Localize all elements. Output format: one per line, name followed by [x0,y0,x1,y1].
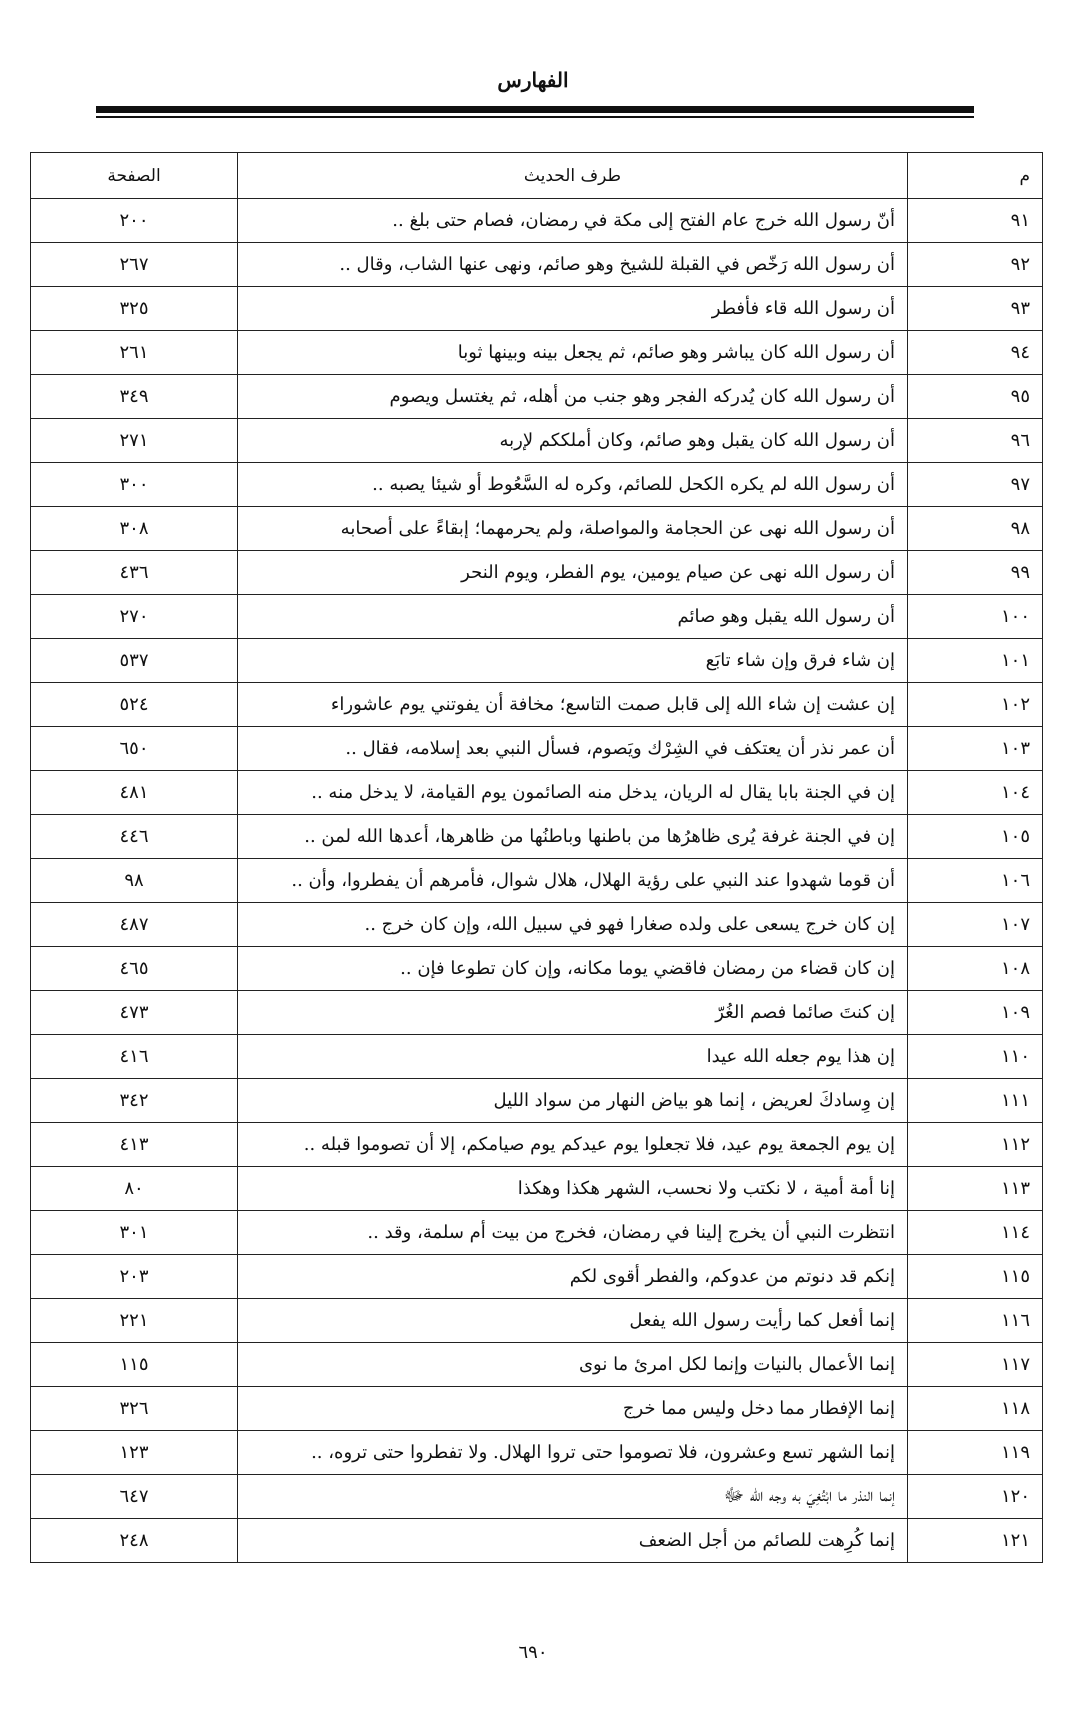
row-number: ٩٤ [908,331,1043,375]
row-number: ١١١ [908,1079,1043,1123]
hadith-text: إنما النذر ما ابْتُغِيَ به وجه الله ﷻ [238,1475,908,1519]
table-row [31,199,1043,243]
hadith-text: أن رسول الله لم يكره الكحل للصائم، وكره له السَّعُوط أو شيئا يصبه .. [238,463,908,507]
table-row [31,815,1043,859]
hadith-text: أن رسول الله نهى عن صيام يومين، يوم الفطر، ويوم النحر [238,551,908,595]
row-number: ١١٧ [908,1343,1043,1387]
page-ref: ٢٠٠ [31,199,238,243]
table-row [31,1431,1043,1475]
table-row [31,419,1043,463]
table-row [31,683,1043,727]
header-hadith: طرف الحديث [238,153,908,199]
page-ref: ٣٤٩ [31,375,238,419]
table-row [31,1167,1043,1211]
table-row [31,243,1043,287]
page-ref: ٢٤٨ [31,1519,238,1563]
row-number: ٩٣ [908,287,1043,331]
table-row [31,1475,1043,1519]
header-rule-thick [96,106,974,113]
hadith-text: أن رسول الله كان يباشر وهو صائم، ثم يجعل بينه وبينها ثوبا [238,331,908,375]
row-number: ٩٧ [908,463,1043,507]
hadith-text: إن عشت إن شاء الله إلى قابل صمت التاسع؛ مخافة أن يفوتني يوم عاشوراء [238,683,908,727]
page-ref: ٨٠ [31,1167,238,1211]
hadith-text: أن قوما شهدوا عند النبي على رؤية الهلال، هلال شوال، فأمرهم أن يفطروا، وأن .. [238,859,908,903]
row-number: ٩٩ [908,551,1043,595]
page-ref: ٤٤٦ [31,815,238,859]
hadith-text: أنّ رسول الله خرج عام الفتح إلى مكة في رمضان، فصام حتى بلغ .. [238,199,908,243]
page-ref: ٤٨٧ [31,903,238,947]
page-ref: ٤٣٦ [31,551,238,595]
header-page: الصفحة [31,153,238,199]
hadith-text: إنكم قد دنوتم من عدوكم، والفطر أقوى لكم [238,1255,908,1299]
table-row [31,771,1043,815]
page-ref: ٢٧٠ [31,595,238,639]
table-row [31,859,1043,903]
page-ref: ٤٨١ [31,771,238,815]
hadith-text: إنا أمة أمية ، لا نكتب ولا نحسب، الشهر هكذا وهكذا [238,1167,908,1211]
hadith-text: أن عمر نذر أن يعتكف في الشِرْك ويَصوم، فسأل النبي بعد إسلامه، فقال .. [238,727,908,771]
table-row [31,507,1043,551]
page-ref: ٤٦٥ [31,947,238,991]
hadith-text: إن في الجنة غرفة يُرى ظاهرُها من باطنها وباطنُها من ظاهرها، أعدها الله لمن .. [238,815,908,859]
hadith-text: إن هذا يوم جعله الله عيدا [238,1035,908,1079]
table-row [31,1387,1043,1431]
table-row [31,463,1043,507]
page-ref: ٣٢٦ [31,1387,238,1431]
table-row [31,639,1043,683]
row-number: ١٠٥ [908,815,1043,859]
row-number: ١٠٢ [908,683,1043,727]
table-row [31,1035,1043,1079]
hadith-text: إن كنتَ صائما فصم الغُرّ [238,991,908,1035]
hadith-text: أن رسول الله قاء فأفطر [238,287,908,331]
row-number: ٩٢ [908,243,1043,287]
row-number: ١١٦ [908,1299,1043,1343]
hadith-text: إن وِسادكَ لعريض ، إنما هو بياض النهار من سواد الليل [238,1079,908,1123]
table-row [31,331,1043,375]
row-number: ١١٣ [908,1167,1043,1211]
row-number: ٩٥ [908,375,1043,419]
page-ref: ٦٤٧ [31,1475,238,1519]
table-row [31,1299,1043,1343]
page-ref: ٣٠١ [31,1211,238,1255]
page-ref: ٤١٣ [31,1123,238,1167]
page-ref: ٤١٦ [31,1035,238,1079]
row-number: ١٠٠ [908,595,1043,639]
row-number: ٩٨ [908,507,1043,551]
table-row [31,287,1043,331]
table-row [31,947,1043,991]
row-number: ١٠٩ [908,991,1043,1035]
page-ref: ٩٨ [31,859,238,903]
header-rule-thin [96,116,974,118]
table-row [31,1519,1043,1563]
table-row [31,1079,1043,1123]
table-row [31,1343,1043,1387]
running-title: الفهارس [497,68,569,92]
page-ref: ١٢٣ [31,1431,238,1475]
hadith-index-table [30,152,1043,1563]
hadith-text: إن كان قضاء من رمضان فاقضي يوما مكانه، وإن كان تطوعا فإن .. [238,947,908,991]
row-number: ١٠٦ [908,859,1043,903]
table-row [31,1255,1043,1299]
row-number: ١١٩ [908,1431,1043,1475]
hadith-text: أن رسول الله رَخّص في القبلة للشيخ وهو صائم، ونهى عنها الشاب، وقال .. [238,243,908,287]
row-number: ٩٦ [908,419,1043,463]
hadith-text: أن رسول الله يقبل وهو صائم [238,595,908,639]
row-number: ١١٨ [908,1387,1043,1431]
page-ref: ٢٠٣ [31,1255,238,1299]
page-ref: ٤٧٣ [31,991,238,1035]
hadith-text: إن في الجنة بابا يقال له الريان، يدخل منه الصائمون يوم القيامة، لا يدخل منه .. [238,771,908,815]
row-number: ١١٠ [908,1035,1043,1079]
row-number: ١٠٣ [908,727,1043,771]
table-row [31,903,1043,947]
page-ref: ٢٢١ [31,1299,238,1343]
page-ref: ٣٤٢ [31,1079,238,1123]
hadith-text: إنما أفعل كما رأيت رسول الله يفعل [238,1299,908,1343]
page-ref: ١١٥ [31,1343,238,1387]
table-row [31,991,1043,1035]
hadith-text: إن يوم الجمعة يوم عيد، فلا تجعلوا يوم عيدكم يوم صيامكم، إلا أن تصوموا قبله .. [238,1123,908,1167]
page-ref: ٢٦٧ [31,243,238,287]
hadith-text: أن رسول الله نهى عن الحجامة والمواصلة، ولم يحرمهما؛ إبقاءً على أصحابه [238,507,908,551]
row-number: ١٠١ [908,639,1043,683]
row-number: ١٢١ [908,1519,1043,1563]
table-row [31,727,1043,771]
table-header-row [31,153,1043,199]
row-number: ١٢٠ [908,1475,1043,1519]
page-ref: ٣٠٨ [31,507,238,551]
table-row [31,595,1043,639]
row-number: ١٠٤ [908,771,1043,815]
row-number: ٩١ [908,199,1043,243]
table-row [31,551,1043,595]
hadith-text: إنما الإفطار مما دخل وليس مما خرج [238,1387,908,1431]
table-row [31,1123,1043,1167]
page-ref: ٦٥٠ [31,727,238,771]
hadith-text: إنما الشهر تسع وعشرون، فلا تصوموا حتى تروا الهلال. ولا تفطروا حتى تروه، .. [238,1431,908,1475]
hadith-text: انتظرت النبي أن يخرج إلينا في رمضان، فخرج من بيت أم سلمة، وقد .. [238,1211,908,1255]
hadith-text: إن كان خرج يسعى على ولده صغارا فهو في سبيل الله، وإن كان خرج .. [238,903,908,947]
header-number: م [908,153,1043,199]
hadith-text: إن شاء فرق وإن شاء تابَع [238,639,908,683]
page-ref: ٥٢٤ [31,683,238,727]
row-number: ١١٢ [908,1123,1043,1167]
page-ref: ٢٦١ [31,331,238,375]
row-number: ١٠٨ [908,947,1043,991]
table-row [31,1211,1043,1255]
page-ref: ٥٣٧ [31,639,238,683]
page-ref: ٣٠٠ [31,463,238,507]
hadith-text: أن رسول الله كان يُدركه الفجر وهو جنب من أهله، ثم يغتسل ويصوم [238,375,908,419]
table-body [31,199,1043,1563]
table-row [31,375,1043,419]
row-number: ١٠٧ [908,903,1043,947]
row-number: ١١٥ [908,1255,1043,1299]
row-number: ١١٤ [908,1211,1043,1255]
hadith-text: أن رسول الله كان يقبل وهو صائم، وكان أملككم لإربه [238,419,908,463]
page-ref: ٣٢٥ [31,287,238,331]
hadith-text: إنما كُرِهت للصائم من أجل الضعف [238,1519,908,1563]
page-ref: ٢٧١ [31,419,238,463]
page-number: ٦٩٠ [518,1642,548,1663]
hadith-text: إنما الأعمال بالنيات وإنما لكل امرئ ما نوى [238,1343,908,1387]
